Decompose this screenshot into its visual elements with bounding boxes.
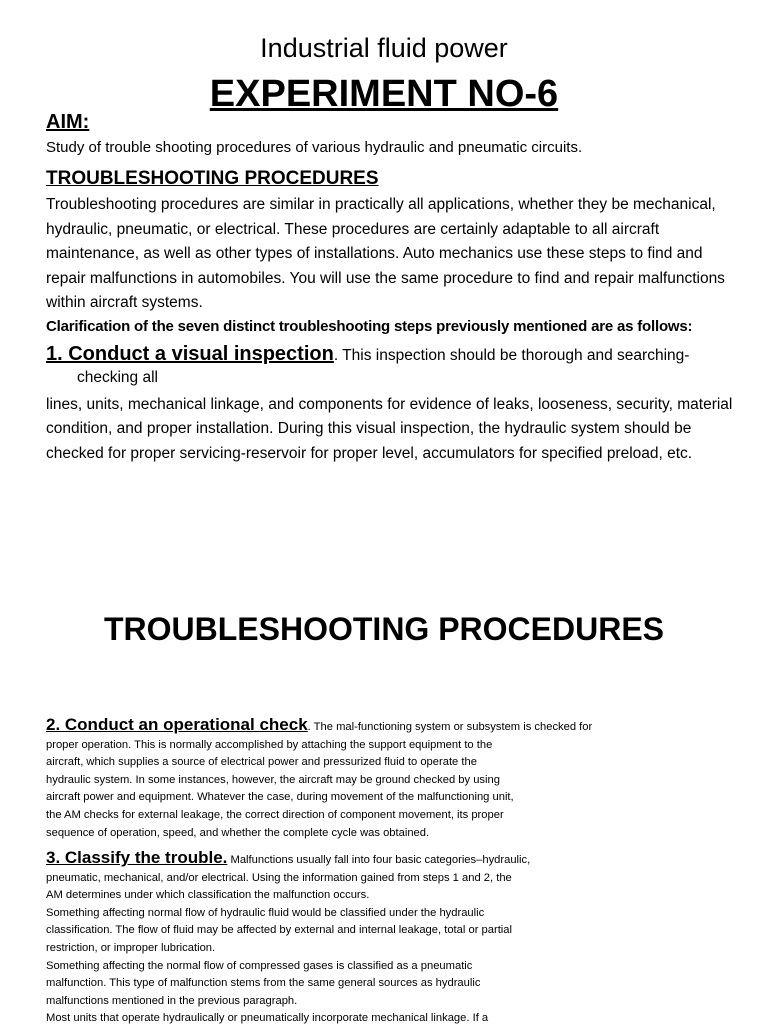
step1-lead-continued: checking all	[77, 369, 158, 386]
step3-line-9: Most units that operate hydraulically or pneumatically incorporate mechanical linkage. If a	[46, 1012, 489, 1025]
step3-line-8: malfunctions mentioned in the previous paragraph.	[46, 994, 298, 1007]
step2-line-5: the AM checks for external leakage, the correct direction of component movement, its proper	[46, 808, 504, 821]
aim-heading: AIM:	[46, 111, 90, 133]
troubleshooting-paragraph: Troubleshooting procedures are similar in practically all applications, whether they be mechanical, hydraulic, pneumatic, or electrical. These procedures are certainly adaptable to all aircraft maintenance, as well as other types of installations. Auto mechanics use these steps to find and repair malfunctions in automobiles. You will use the same procedure to find and repair malfunctions within aircraft systems.	[46, 196, 725, 311]
step2-line-4: aircraft power and equipment. Whatever the case, during movement of the malfunctioning unit,	[46, 791, 514, 804]
troubleshooting-heading: TROUBLESHOOTING PROCEDURES	[46, 168, 379, 189]
step3-line-0: Malfunctions usually fall into four basic categories–hydraulic,	[227, 854, 531, 866]
step3-line-7: malfunction. This type of malfunction stems from the same general sources as hydraulic	[46, 977, 481, 990]
step2-line-1: proper operation. This is normally accomplished by attaching the support equipment to the	[46, 738, 493, 751]
step3-line-4: classification. The flow of fluid may be affected by external and internal leakage, total or partial	[46, 924, 512, 937]
step1-heading: 1. Conduct a visual inspection	[46, 343, 334, 365]
step2-line-0: . The mal-functioning system or subsystem is checked for	[307, 721, 593, 733]
step3-line-1: pneumatic, mechanical, and/or electrical. Using the information gained from steps 1 and 2, the	[46, 871, 512, 884]
step2-line-2: aircraft, which supplies a source of electrical power and pressurized fluid to operate the	[46, 756, 477, 769]
aim-text: Study of trouble shooting procedures of various hydraulic and pneumatic circuits.	[46, 139, 583, 156]
step3-line-3: Something affecting normal flow of hydraulic fluid would be classified under the hydraulic	[46, 906, 485, 919]
step3-line-2: AM determines under which classification the malfunction occurs.	[46, 889, 370, 902]
step3-heading: 3. Classify the trouble.	[46, 848, 228, 867]
step3-line-6: Something affecting the normal flow of compressed gases is classified as a pneumatic	[46, 959, 473, 972]
step3-section	[46, 849, 606, 1028]
step2-line-3: hydraulic system. In some instances, however, the aircraft may be ground checked by using	[46, 773, 500, 786]
clarification-text: Clarification of the seven distinct troubleshooting steps previously mentioned are as follows:	[46, 318, 693, 335]
course-title: Industrial fluid power	[260, 33, 508, 63]
experiment-title: EXPERIMENT NO-6	[209, 73, 559, 115]
step3-line-5: restriction, or improper lubrication.	[46, 941, 216, 954]
step2-line-6: sequence of operation, speed, and whether the complete cycle was obtained.	[46, 826, 430, 839]
step2-heading: 2. Conduct an operational check	[46, 715, 308, 734]
step1-body: lines, units, mechanical linkage, and components for evidence of leaks, looseness, security, material condition, and proper installation. During this visual inspection, the hydraulic system should be checked for proper servicing-reservoir for proper level, accumulators for specified preload, etc.	[46, 396, 733, 462]
step2-section	[46, 716, 606, 842]
step1-section	[46, 343, 736, 389]
page2-heading: TROUBLESHOOTING PROCEDURES	[103, 611, 665, 647]
step1-lead: . This inspection should be thorough and searching-	[333, 347, 690, 364]
